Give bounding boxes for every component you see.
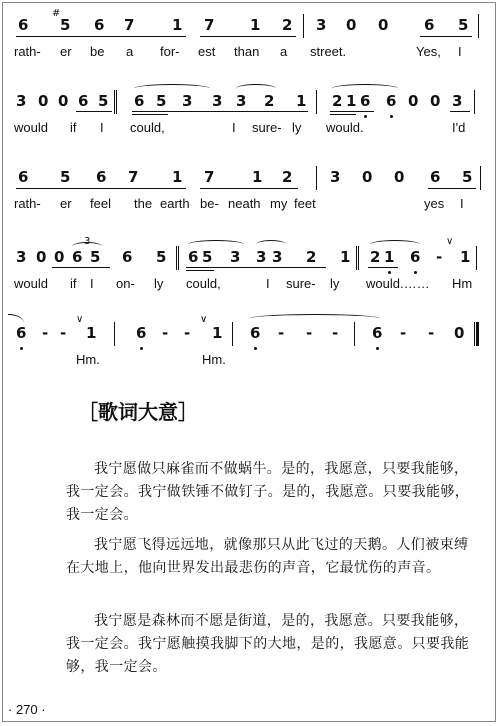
lyric: for- [160, 44, 180, 59]
note: 0 [454, 324, 465, 342]
note: 1 [212, 324, 223, 342]
note: 3 [236, 92, 247, 110]
lyric: if [70, 120, 77, 135]
note: 5 [60, 16, 71, 34]
note: 6 [134, 92, 145, 110]
barline [354, 322, 355, 346]
note: 6 [410, 248, 421, 266]
lyric: I [460, 196, 464, 211]
score-line-2 [0, 90, 500, 164]
note: 6 [18, 168, 29, 186]
note: 6 [72, 248, 83, 266]
lyrics [0, 352, 500, 372]
note: 1 [340, 248, 351, 266]
lyric: ly [154, 276, 164, 291]
note: 1 [296, 92, 307, 110]
underline [132, 111, 308, 112]
note: 0 [430, 92, 441, 110]
barline [476, 246, 477, 270]
lyric: I'd [452, 120, 466, 135]
note: 1 [252, 168, 263, 186]
final-barline [474, 322, 479, 346]
note: 0 [394, 168, 405, 186]
lyric: be- [200, 196, 219, 211]
note: - [162, 324, 169, 342]
lyric: could, [130, 120, 165, 135]
note: 5 [202, 248, 213, 266]
underline [200, 188, 298, 189]
lyric: a [126, 44, 134, 59]
slur [134, 84, 210, 93]
note: 7 [204, 16, 215, 34]
lyric: er [60, 196, 72, 211]
underline [330, 111, 374, 112]
lyric: could, [186, 276, 221, 291]
double-barline [114, 90, 117, 114]
note: 6 [430, 168, 441, 186]
lyric: I [266, 276, 270, 291]
note: 0 [362, 168, 373, 186]
lyric: would [14, 276, 48, 291]
double-barline [176, 246, 179, 270]
note: - [60, 324, 67, 342]
underline [132, 114, 168, 115]
underline [200, 36, 296, 37]
lyric: er [60, 44, 72, 59]
note: 3 [212, 92, 223, 110]
note: 1 [346, 92, 357, 110]
note: 5 [90, 248, 101, 266]
lyric: I [90, 276, 94, 291]
note: 5 [156, 92, 167, 110]
note: 1 [250, 16, 261, 34]
breath-mark: ∨ [200, 314, 208, 325]
lower-octave-dot [364, 115, 367, 118]
lyric: would. [326, 120, 364, 135]
lyrics [0, 44, 500, 64]
lyric: I [100, 120, 104, 135]
note: 2 [264, 92, 275, 110]
note: 2 [282, 168, 293, 186]
underline [52, 267, 110, 268]
lyric: I [232, 120, 236, 135]
note: 6 [360, 92, 371, 110]
lyric: sure- [286, 276, 316, 291]
note: 1 [86, 324, 97, 342]
score-line-1 [0, 8, 500, 88]
barline [316, 166, 317, 190]
paragraph-3: 我宁愿是森林而不愿是街道，是的，我愿意。只要我能够，我一定会。我宁愿触摸我脚下的大地，是的，我愿意。只要我能够，我一定会。 [66, 613, 470, 675]
note: 3 [16, 92, 27, 110]
lyric: ly [330, 276, 340, 291]
lyrics [0, 276, 500, 296]
note: 5 [156, 248, 167, 266]
note: 6 [250, 324, 261, 342]
notes [0, 8, 500, 38]
note: 7 [204, 168, 215, 186]
barline [474, 90, 475, 114]
lyric: on- [116, 276, 135, 291]
underline [330, 114, 356, 115]
note: 3 [316, 16, 327, 34]
note: 6 [94, 16, 105, 34]
note: - [428, 324, 435, 342]
lyric: would.…… [366, 276, 430, 291]
underline [368, 267, 398, 268]
note: 7 [128, 168, 139, 186]
sharp-sign: # [52, 8, 61, 19]
barline [316, 90, 317, 114]
paragraph-1: 我宁愿做只麻雀而不做蜗牛。是的，我愿意，只要我能够，我一定会。我宁做铁锤不做钉子。是的，我愿意。只要我能够，我一定会。 [66, 461, 470, 523]
lower-octave-dot [390, 115, 393, 118]
note: 0 [38, 92, 49, 110]
lower-octave-dot [376, 347, 379, 350]
notes [0, 314, 500, 346]
note: 0 [346, 16, 357, 34]
lyric: would [14, 120, 48, 135]
slur [236, 84, 276, 93]
double-barline [356, 246, 359, 270]
lyric: feel [90, 196, 111, 211]
slur [332, 84, 398, 93]
lyric: be [90, 44, 105, 59]
underline [186, 270, 214, 271]
notes [0, 166, 500, 190]
note: 3 [16, 248, 27, 266]
lyric: neath [228, 196, 261, 211]
lyric: yes [424, 196, 445, 211]
lyric: I [458, 44, 462, 59]
lyric: Hm. [76, 352, 100, 367]
note: 3 [256, 248, 267, 266]
lyric: est [198, 44, 216, 59]
note: 6 [188, 248, 199, 266]
tie [250, 314, 380, 323]
lyric: my [270, 196, 288, 211]
barline [114, 322, 115, 346]
note: 0 [36, 248, 47, 266]
notes [0, 236, 500, 270]
note: - [184, 324, 191, 342]
note: 1 [460, 248, 471, 266]
lyrics [0, 196, 500, 216]
lyric: rath- [14, 196, 41, 211]
lyric: the [134, 196, 153, 211]
note: - [306, 324, 313, 342]
note: 2 [332, 92, 343, 110]
lyric: ly [292, 120, 302, 135]
score-line-4 [0, 236, 500, 320]
lyric: if [70, 276, 77, 291]
lower-octave-dot [414, 271, 417, 274]
lyric: Hm [452, 276, 473, 291]
lyric: than [234, 44, 260, 59]
note: 5 [458, 16, 469, 34]
lyrics [0, 120, 500, 140]
lyric: Yes, [416, 44, 441, 59]
underline [186, 267, 326, 268]
triplet-mark: 3 [84, 236, 91, 247]
note: 6 [136, 324, 147, 342]
breath-mark: ∨ [76, 314, 84, 325]
slur [370, 240, 420, 249]
lyric: rath- [14, 44, 41, 59]
note: 2 [370, 248, 381, 266]
note: - [278, 324, 285, 342]
note: 3 [182, 92, 193, 110]
underline [16, 36, 186, 37]
lyric: Hm. [202, 352, 226, 367]
lyric: sure- [252, 120, 282, 135]
barline [303, 14, 304, 38]
note: 1 [172, 168, 183, 186]
note: 6 [16, 324, 27, 342]
note: 0 [378, 16, 389, 34]
note: 6 [122, 248, 133, 266]
note: 3 [272, 248, 283, 266]
note: 0 [408, 92, 419, 110]
note: 6 [372, 324, 383, 342]
lower-octave-dot [388, 271, 391, 274]
page-number: · 270 · [8, 702, 46, 717]
lyric: street. [310, 44, 347, 59]
underline [450, 111, 470, 112]
paragraph-2: 我宁愿飞得远远地，就像那只从此飞过的天鹅。人们被束缚在大地上，他向世界发出最悲伤的声音，它最忧伤的声音。 [66, 537, 469, 576]
notes [0, 90, 500, 114]
section-title: ［歌词大意］ [78, 400, 198, 424]
underline [420, 36, 472, 37]
barline [478, 14, 479, 38]
note: 3 [330, 168, 341, 186]
score-line-5 [0, 314, 500, 396]
note: 0 [58, 92, 69, 110]
note: 0 [54, 248, 65, 266]
note: - [436, 248, 443, 266]
note: 3 [452, 92, 463, 110]
note: 1 [384, 248, 395, 266]
underline [428, 188, 476, 189]
slur [256, 240, 286, 249]
note: 6 [96, 168, 107, 186]
note: 6 [78, 92, 89, 110]
note: - [400, 324, 407, 342]
note: 2 [306, 248, 317, 266]
lower-octave-dot [20, 347, 23, 350]
note: 5 [462, 168, 473, 186]
note: 1 [172, 16, 183, 34]
note: 5 [60, 168, 71, 186]
underline [76, 111, 112, 112]
note: 7 [124, 16, 135, 34]
note: 3 [230, 248, 241, 266]
score-line-3 [0, 166, 500, 240]
note: - [42, 324, 49, 342]
slur [72, 242, 102, 251]
breath-mark: ∨ [446, 236, 454, 247]
lower-octave-dot [254, 347, 257, 350]
note: 6 [18, 16, 29, 34]
lyric: feet [294, 196, 316, 211]
note: 6 [386, 92, 397, 110]
barline [232, 322, 233, 346]
note: 6 [424, 16, 435, 34]
note: - [332, 324, 339, 342]
slur [188, 240, 244, 249]
barline [480, 166, 481, 190]
note: 2 [282, 16, 293, 34]
lyric: earth [160, 196, 190, 211]
lyric: a [280, 44, 288, 59]
underline [16, 188, 186, 189]
lower-octave-dot [140, 347, 143, 350]
note: 5 [98, 92, 109, 110]
